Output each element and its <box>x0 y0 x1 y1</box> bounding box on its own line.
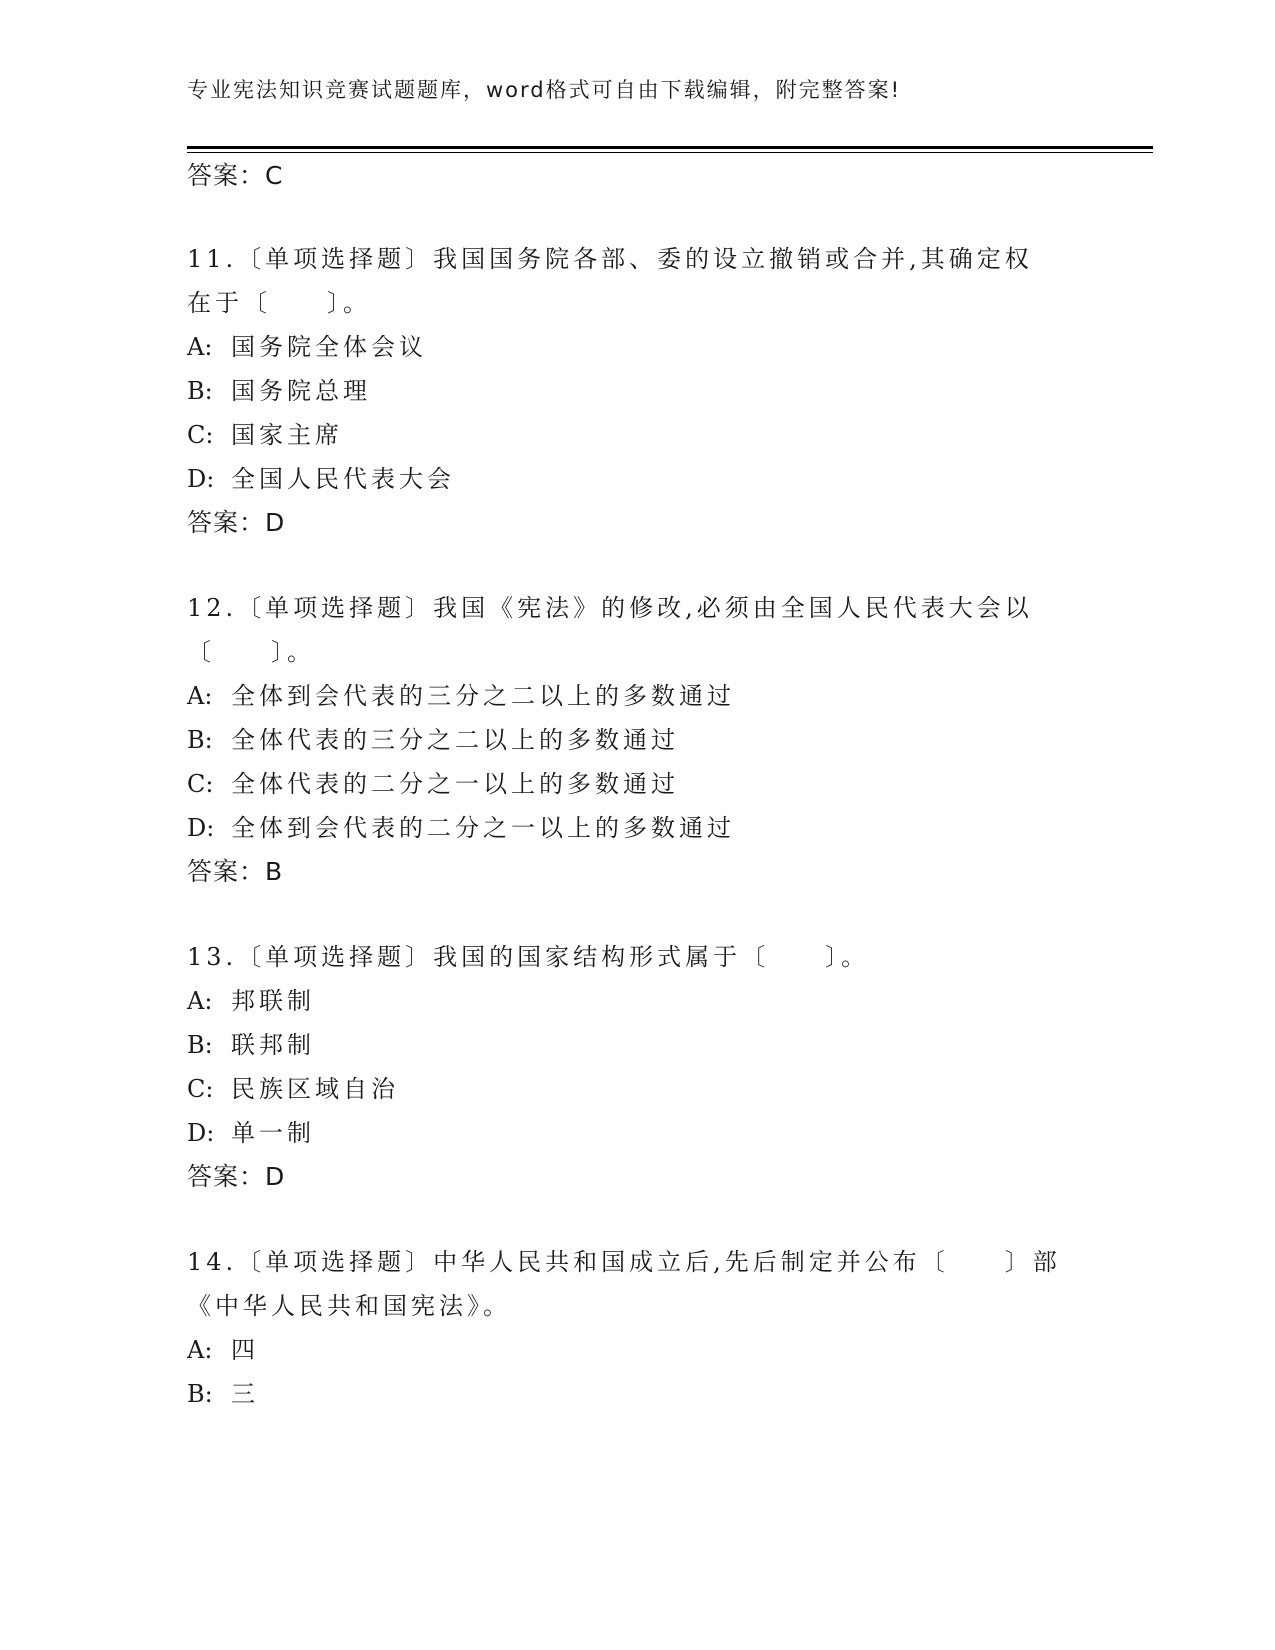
question-13-option-c <box>187 1074 399 1104</box>
question-11-option-d <box>187 464 455 494</box>
option-label: B: <box>187 1380 213 1408</box>
page-header: 专业宪法知识竞赛试题题库，word格式可自由下载编辑，附完整答案! <box>187 78 902 102</box>
option-label: B: <box>187 1031 213 1059</box>
option-label: A: <box>187 987 213 1015</box>
question-12-option-d <box>187 813 735 843</box>
option-text: 民族区域自治 <box>231 1075 399 1103</box>
question-14-option-b <box>187 1379 259 1409</box>
option-label: B: <box>187 726 213 754</box>
question-14-option-a <box>187 1335 259 1365</box>
option-label: A: <box>187 682 213 710</box>
option-label: C: <box>187 1075 214 1103</box>
answer-line: 答案：C <box>187 161 284 190</box>
question-13-option-a <box>187 986 315 1016</box>
question-14-stem-line-2: 《中华人民共和国宪法》。 <box>187 1292 511 1320</box>
option-text: 联邦制 <box>231 1031 315 1059</box>
question-12-option-b <box>187 725 679 755</box>
question-11-option-a <box>187 332 427 362</box>
option-label: A: <box>187 333 213 361</box>
option-text: 全体到会代表的二分之一以上的多数通过 <box>231 814 735 842</box>
question-11-option-c <box>187 420 343 450</box>
option-text: 国家主席 <box>231 421 343 449</box>
option-label: C: <box>187 770 214 798</box>
question-14-stem-line-1: 14.〔单项选择题〕中华人民共和国成立后,先后制定并公布〔 〕部 <box>187 1248 1061 1276</box>
question-13-option-b <box>187 1030 315 1060</box>
option-text: 全体到会代表的三分之二以上的多数通过 <box>231 682 735 710</box>
option-text: 国务院全体会议 <box>231 333 427 361</box>
question-12-stem-line-2: 〔 〕。 <box>187 638 315 666</box>
question-12-option-a <box>187 681 735 711</box>
option-text: 全国人民代表大会 <box>231 465 455 493</box>
option-text: 四 <box>231 1336 259 1364</box>
option-label: D: <box>187 465 215 493</box>
question-12-answer: 答案：B <box>187 857 284 886</box>
header-rule-thick <box>187 146 1153 149</box>
option-text: 邦联制 <box>231 987 315 1015</box>
option-text: 全体代表的三分之二以上的多数通过 <box>231 726 679 754</box>
option-label: C: <box>187 421 214 449</box>
option-text: 单一制 <box>231 1119 315 1147</box>
question-13-answer: 答案：D <box>187 1162 286 1191</box>
option-label: D: <box>187 814 215 842</box>
option-text: 全体代表的二分之一以上的多数通过 <box>231 770 679 798</box>
question-11-stem-line-2: 在于〔 〕。 <box>187 289 371 317</box>
question-11-option-b <box>187 376 371 406</box>
question-11-stem-line-1: 11.〔单项选择题〕我国国务院各部、委的设立撤销或合并,其确定权 <box>187 245 1033 273</box>
question-13-option-d <box>187 1118 315 1148</box>
question-13-stem-line-1: 13.〔单项选择题〕我国的国家结构形式属于〔 〕。 <box>187 943 870 971</box>
option-label: A: <box>187 1336 213 1364</box>
option-text: 国务院总理 <box>231 377 371 405</box>
question-12-option-c <box>187 769 679 799</box>
header-rule-thin <box>187 152 1153 153</box>
option-label: D: <box>187 1119 215 1147</box>
option-label: B: <box>187 377 213 405</box>
question-12-stem-line-1: 12.〔单项选择题〕我国《宪法》的修改,必须由全国人民代表大会以 <box>187 594 1033 622</box>
question-11-answer: 答案：D <box>187 508 286 537</box>
option-text: 三 <box>231 1380 259 1408</box>
